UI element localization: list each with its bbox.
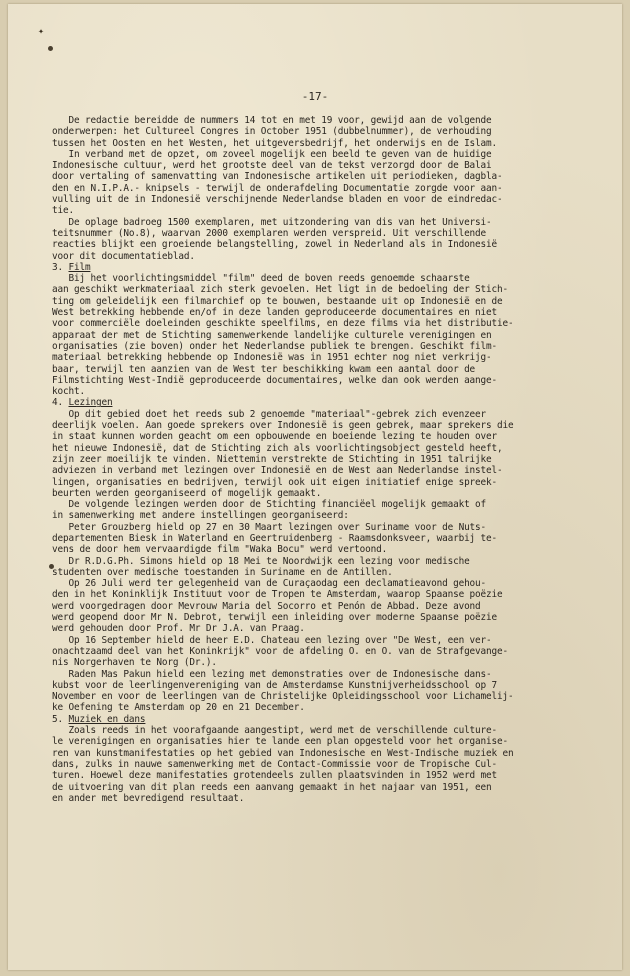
text-line: den in het Koninklijk Instituut voor de Tropen te Amsterdam, waarop Spaanse poëzie [52, 589, 503, 601]
text-line: tie. [52, 205, 74, 217]
text-line: in staat kunnen worden geacht om een opbouwende en boeiende lezing te houden over [52, 431, 498, 443]
text-line: adviezen in verband met lezingen over Indonesië en de West aan Nederlandse instel- [52, 465, 503, 477]
section-number: 3. [52, 261, 63, 273]
text-line: deerlijk voelen. Aan goede sprekers over Indonesië is geen gebrek, maar sprekers die [52, 420, 514, 432]
text-line: De oplage badroeg 1500 exemplaren, met uitzondering van dis van het Universi- [52, 216, 492, 228]
text-line: reacties blijkt een groeiende belangstelling, zowel in Nederland als in Indonesië [52, 239, 498, 251]
text-line: Raden Mas Pakun hield een lezing met demonstraties over de Indonesische dans- [52, 668, 492, 680]
text-line: tussen het Oosten en het Westen, het uitgeversbedrijf, het onderwijs en de Islam. [52, 137, 498, 149]
text-line: werd gehouden door Prof. Mr Dr J.A. van Praag. [52, 623, 305, 635]
intro-paragraphs [52, 115, 612, 262]
section-heading [52, 262, 612, 273]
text-line: studenten over medische toestanden in Suriname en de Antillen. [52, 566, 393, 578]
section-number: 5. [52, 713, 63, 725]
punch-hole-mark [48, 46, 53, 51]
text-line: werd geopend door Mr N. Debrot, terwijl een inleiding over moderne Spaanse poëzie [52, 612, 498, 624]
text-line: beurten werden georganiseerd of mogelijk gemaakt. [52, 487, 322, 499]
text-line: Op 16 September hield de heer E.D. Chateau een lezing over "De West, een ver- [52, 634, 492, 646]
text-line: baar, terwijl ten aanzien van de West ter beschikking kwam een aantal door de [52, 363, 476, 375]
section-title: Muziek en dans [68, 713, 146, 725]
text-line: Peter Grouzberg hield op 27 en 30 Maart lezingen over Suriname voor de Nuts- [52, 521, 487, 533]
text-line: teitsnummer (No.8), waarvan 2000 exemplaren werden verspreid. Uit verschillende [52, 227, 487, 239]
text-line: in samenwerking met andere instellingen georganiseerd: [52, 510, 349, 522]
section-title: Lezingen [68, 397, 113, 409]
text-line: Op dit gebied doet het reeds sub 2 genoemde "materiaal"-gebrek zich evenzeer [52, 408, 487, 420]
page-number: -17- [301, 90, 329, 103]
text-line: het nieuwe Indonesië, dat de Stichting zich als voorlichtingsobject gesteld heeft, [52, 442, 503, 454]
text-line: Indonesische cultuur, werd het grootste deel van de tekst verzorgd door de Balai [52, 160, 492, 172]
text-line: door vertaling of samenvatting van Indonesische artikelen uit periodieken, dagbla- [52, 171, 503, 183]
section-heading [52, 397, 612, 408]
text-line: Filmstichting West-Indië geproduceerde documentaires, welke dan ook werden aange- [52, 374, 498, 386]
text-line: de uitvoering van dit plan reeds een aanvang gemaakt in het najaar van 1951, een [52, 781, 492, 793]
text-line: organisaties (zie boven) onder het Nederlandse publiek te brengen. Geschikt film- [52, 340, 498, 352]
text-line: departementen Biesk in Waterland en Geertruidenberg - Raamsdonksveer, waarbij te- [52, 532, 498, 544]
text-line: den en N.I.P.A.- knipsels - terwijl de onderafdeling Documentatie zorgde voor aan- [52, 182, 503, 194]
text-line: Dr R.D.G.Ph. Simons hield op 18 Mei te Noordwijk een lezing voor medische [52, 555, 470, 567]
text-line: onderwerpen: het Cultureel Congres in October 1951 (dubbelnummer), de verhouding [52, 126, 492, 138]
text-line: November en voor de leerlingen van de Christelijke Opleidingsschool voor Lichamelij- [52, 691, 514, 703]
text-line: In verband met de opzet, om zoveel mogelijk een beeld te geven van de huidige [52, 148, 492, 160]
text-line: aan geschikt werkmateriaal zich sterk gevoelen. Het ligt in de bedoeling der Stich- [52, 284, 509, 296]
text-line: en ander met bevredigend resultaat. [52, 792, 245, 804]
text-line: zijn zeer moeilijk te vinden. Niettemin verstrekte de Stichting in 1951 talrijke [52, 453, 492, 465]
sections [52, 262, 612, 804]
text-line: De volgende lezingen werden door de Stichting financiëel mogelijk gemaakt of [52, 499, 487, 511]
text-line: dans, zulks in nauwe samenwerking met de Contact-Commissie voor de Tropische Cul- [52, 758, 498, 770]
text-line: materiaal betrekking hebbende op Indonesië was in 1951 echter nog niet verkrijg- [52, 352, 492, 364]
section-heading [52, 714, 612, 725]
section-number: 4. [52, 397, 63, 409]
text-line: vens de door hem vervaardigde film "Waka Bocu" werd vertoond. [52, 544, 388, 556]
text-line: le verenigingen en organisaties hier te lande een plan opgesteld voor het organise- [52, 736, 509, 748]
text-line: ren van kunstmanifestaties op het gebied van Indonesische en West-Indische muziek en [52, 747, 514, 759]
text-line: ke Oefening te Amsterdam op 20 en 21 December. [52, 702, 305, 714]
text-line: turen. Hoewel deze manifestaties grotendeels zullen plaatsvinden in 1952 werd met [52, 770, 498, 782]
text-line: apparaat der met de Stichting samenwerkende landelijke culturele verenigingen en [52, 329, 492, 341]
text-line: Zoals reeds in het voorafgaande aangestipt, werd met de verschillende culture- [52, 725, 498, 737]
text-line: ting om geleidelijk een filmarchief op te bouwen, bestaande uit op Indonesië en de [52, 295, 503, 307]
text-line: voor dit documentatieblad. [52, 250, 195, 262]
section-title: Film [68, 261, 91, 273]
text-line: West betrekking hebbende en/of in deze landen geproduceerde documentaires en niet [52, 307, 498, 319]
text-line: werd voorgedragen door Mevrouw Maria del Socorro et Penón de Abbad. Deze avond [52, 600, 481, 612]
text-line: kubst voor de leerlingenvereniging van de Amsterdamse Kunstnijverheidsschool op 7 [52, 679, 498, 691]
text-line: nis Norgerhaven te Norg (Dr.). [52, 657, 217, 669]
document-body [52, 115, 612, 804]
text-line: voor commerciële doeleinden geschikte speelfilms, en deze films via het distributie- [52, 318, 514, 330]
text-line: Bij het voorlichtingsmiddel "film" deed de boven reeds genoemde schaarste [52, 273, 470, 285]
text-line: vulling uit de in Indonesië verschijnende Nederlandse bladen en voor de eindredac- [52, 194, 503, 206]
text-line: Op 26 Juli werd ter gelegenheid van de Curaçaodag een declamatieavond gehou- [52, 578, 487, 590]
text-line: De redactie bereidde de nummers 14 tot en met 19 voor, gewijd aan de volgende [52, 115, 492, 126]
text-line: onachtzaamd deel van het Koninkrijk" voor de afdeling O. en O. van de Strafgevange- [52, 645, 509, 657]
text-line: lingen, organisaties en bedrijven, terwijl ook uit eigen initiatief enige spreek- [52, 476, 498, 488]
text-line: kocht. [52, 386, 85, 398]
corner-mark: ✦ [38, 26, 45, 37]
